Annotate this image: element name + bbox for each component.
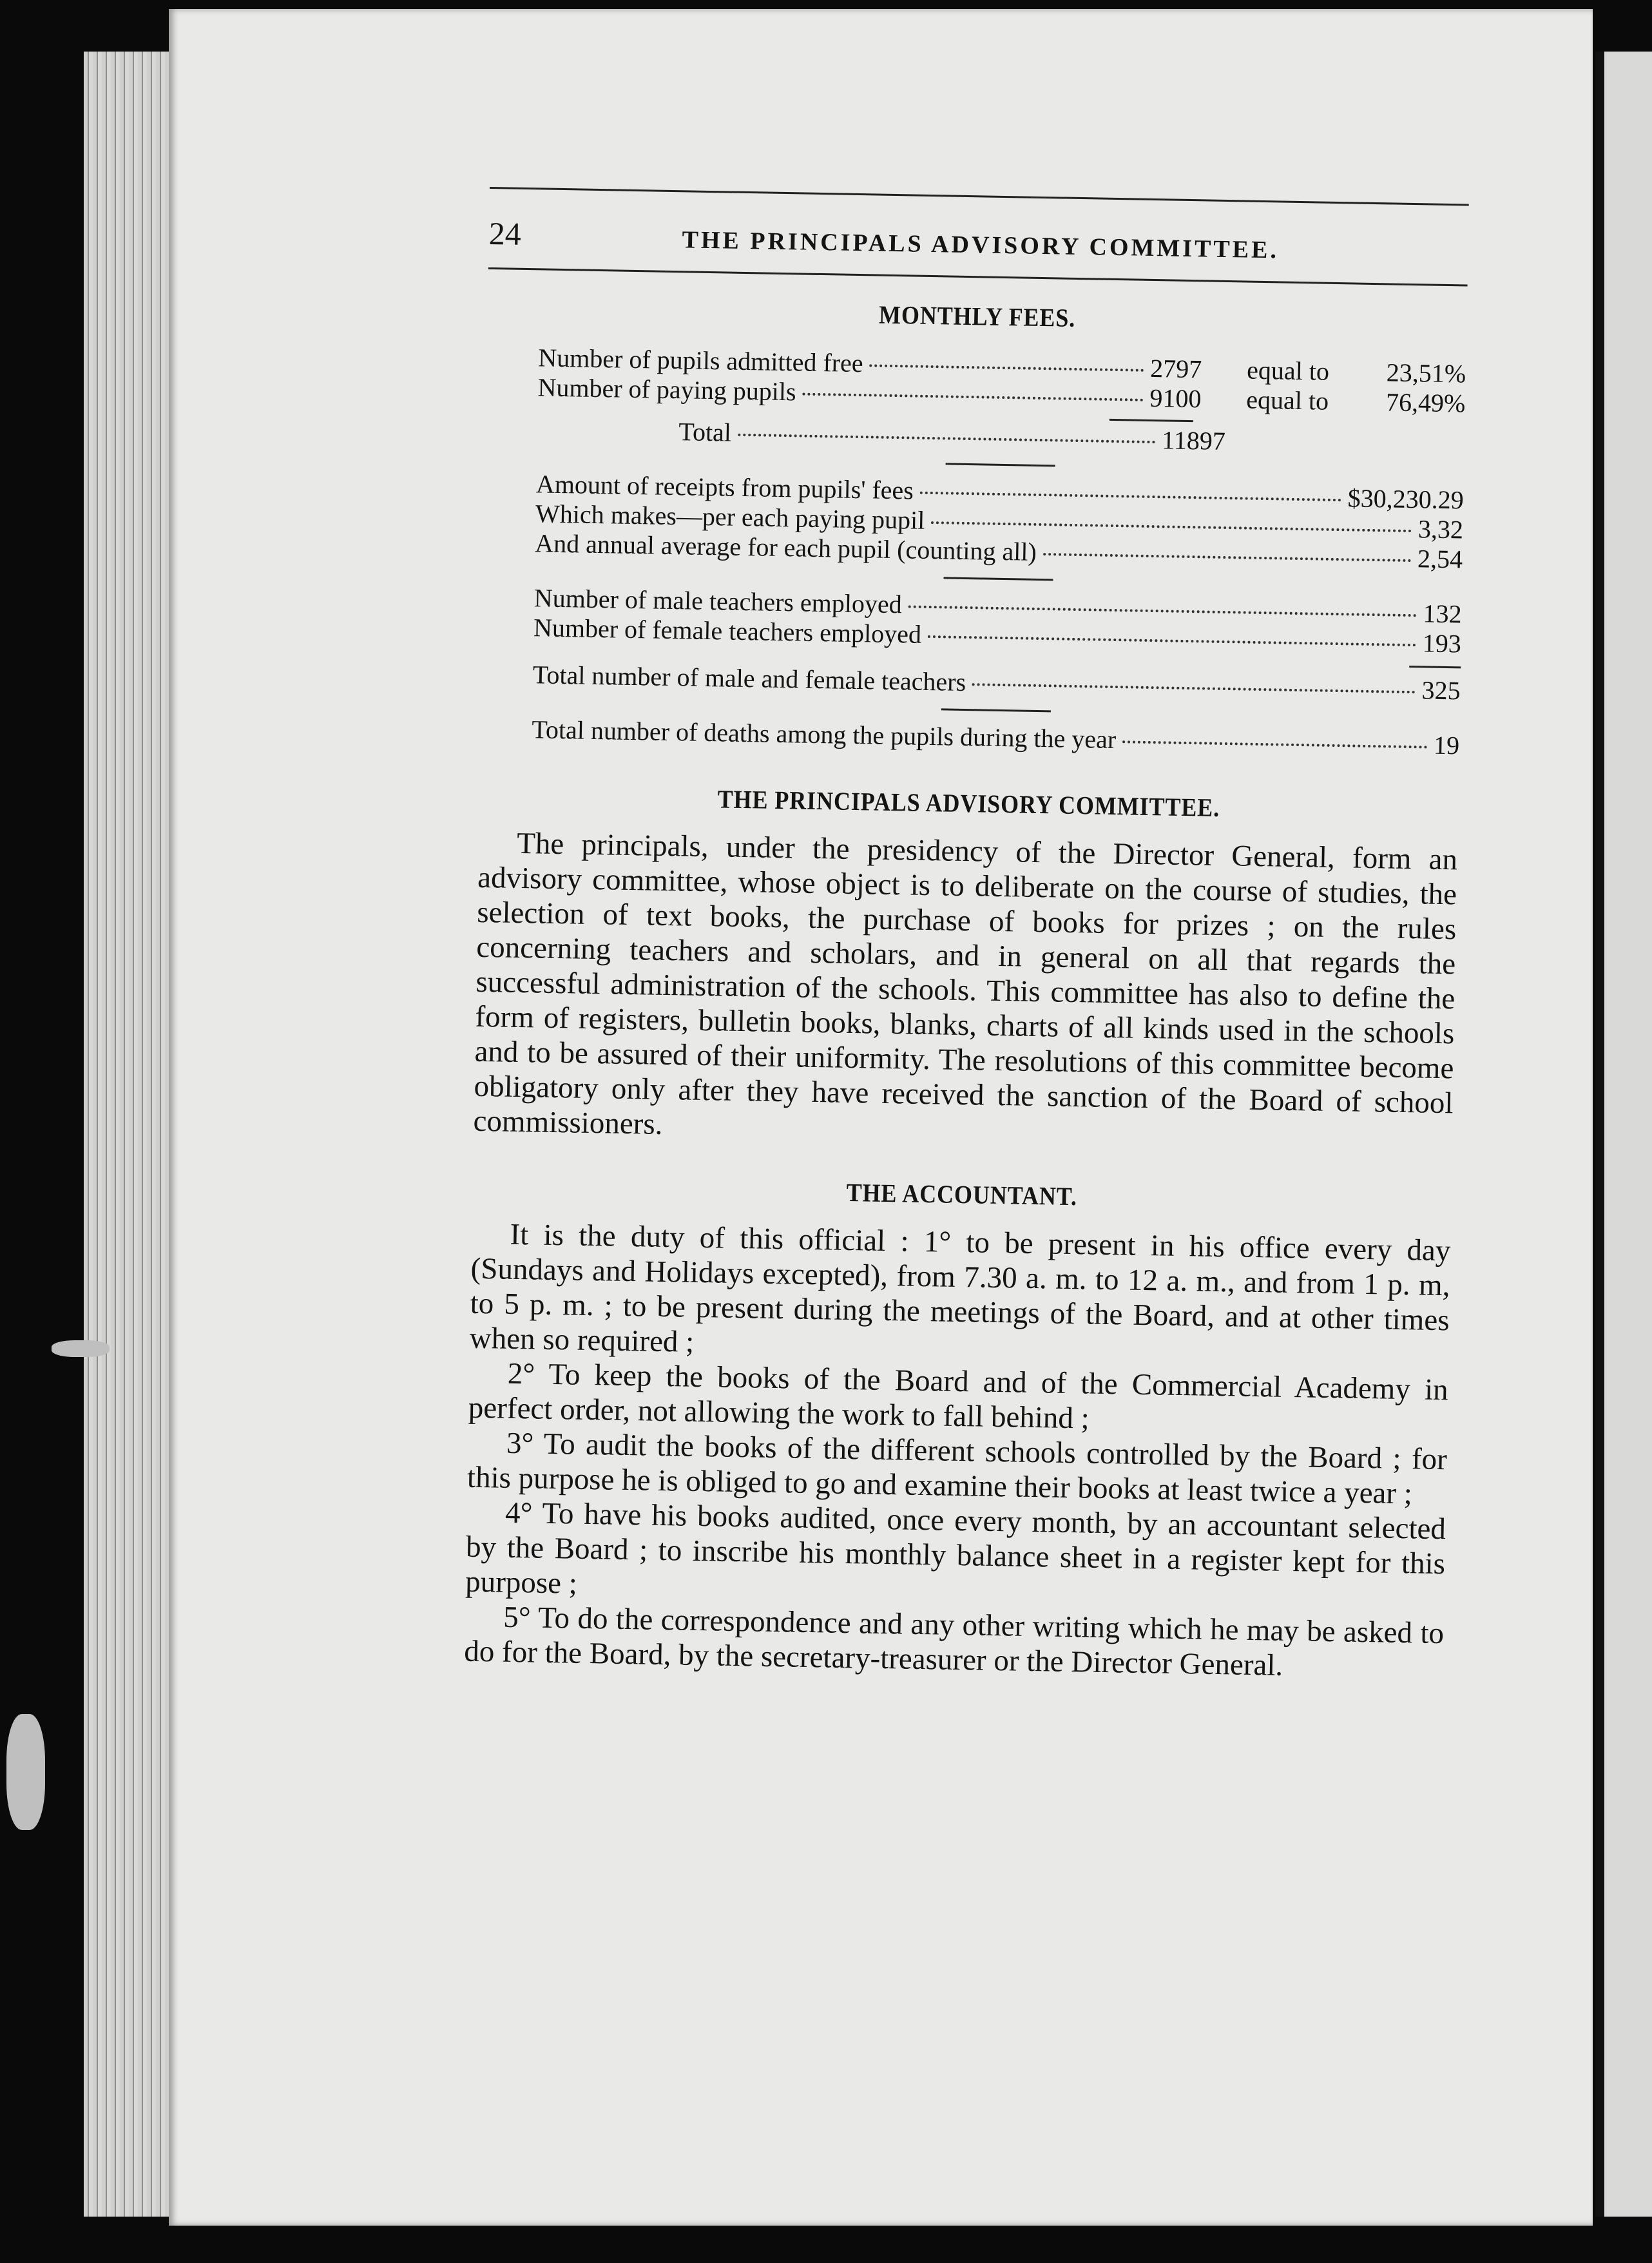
accountant-heading: THE ACCOUNTANT. [846,1177,1078,1211]
page-header [488,215,1468,269]
leader-dots [908,605,1417,617]
leader-dots [738,434,1155,443]
leader-dots [972,683,1416,693]
male-teachers-row: Number of male teachers employed 132 [533,583,1463,629]
page-number: 24 [488,215,522,252]
female-teachers-row: Number of female teachers employed 193 [533,613,1462,659]
per-paying-row: Which makes—per each paying pupil 3,32 [535,499,1464,544]
page-content [464,187,1469,1686]
book-page-edges [84,52,180,2217]
accountant-duty-5: 5° To do the correspondence and any other writing which he may be asked to do for the Board, by the secretary-treasurer or the Director General. [463,1600,1445,1682]
paper-fleck [6,1714,45,1830]
total-teachers-row: Total number of male and female teachers 325 [532,660,1461,706]
paper-fleck [52,1340,110,1357]
annual-average-row: And annual average for each pupil (counting all) 2,54 [534,528,1463,574]
leader-dots [802,393,1143,401]
monthly-fees-heading: MONTHLY FEES. [878,300,1076,332]
facing-page-edge [1595,52,1652,2217]
fees-table [480,342,1466,760]
accountant-duty-4: 4° To have his books audited, once every month, by an accountant selected by the Board ; to inscribe his monthly balance sheet in a register kept for this purpose ; [465,1496,1446,1601]
receipts-row: Amount of receipts from pupils' fees $30,230.29 [535,469,1465,515]
paying-pupils-row: Number of paying pupils 9100 equal to 76,49% [537,372,1466,418]
leader-dots [1043,553,1411,562]
header-rule [488,267,1468,287]
total-row: Total 11897 [678,417,1226,456]
deaths-row: Total number of deaths among the pupils during the year 19 [531,715,1460,760]
leader-dots [920,492,1341,501]
section-rule [941,708,1051,712]
section-rule [943,577,1053,581]
running-title: THE PRINCIPALS ADVISORY COMMITTEE. [682,226,1280,264]
accountant-duty-2: 2° To keep the books of the Board and of the Commercial Academy in perfect order, not allowing the work to fall behind ; [468,1356,1449,1436]
leader-dots [1122,740,1427,748]
leader-dots [931,521,1412,532]
leader-dots [870,364,1144,371]
accountant-duty-3: 3° To audit the books of the different schools controlled by the Board ; for this purpose he is obliged to go and examine their books at least twice a year ; [466,1426,1448,1511]
advisory-committee-heading: THE PRINCIPALS ADVISORY COMMITTEE. [717,784,1220,822]
accountant-duty-1: It is the duty of this official : 1° to be present in his office every day (Sundays and Holidays excepted), from 7.30 a. m. to 12 a. m., and from 1 p. m, to 5 p. m. ; to be present during the meetings of the Board, and at other times when so required ; [469,1217,1451,1359]
section-rule [946,463,1055,467]
teachers-sum-rule [1409,666,1461,668]
leader-dots [928,635,1416,646]
total-rule [1109,419,1193,422]
free-pupils-row: Number of pupils admitted free 2797 equal to 23,51% [537,343,1466,389]
advisory-committee-paragraph: The principals, under the presidency of the Director General, form an advisory committee, whose object is to deliberate on the course of studies, the selection of text books, the purchase of books for prizes ; on the rules concerning teachers and scholars, and in general on all that regards the successful administration of the schools. This committee has also to define the form of registers, bulletin books, blanks, charts of all kinds used in the schools and to be assured of their uniformity. The resolutions of this committee become obligatory only after they have received the sanction of the Board of school commissioners. [473,826,1458,1141]
